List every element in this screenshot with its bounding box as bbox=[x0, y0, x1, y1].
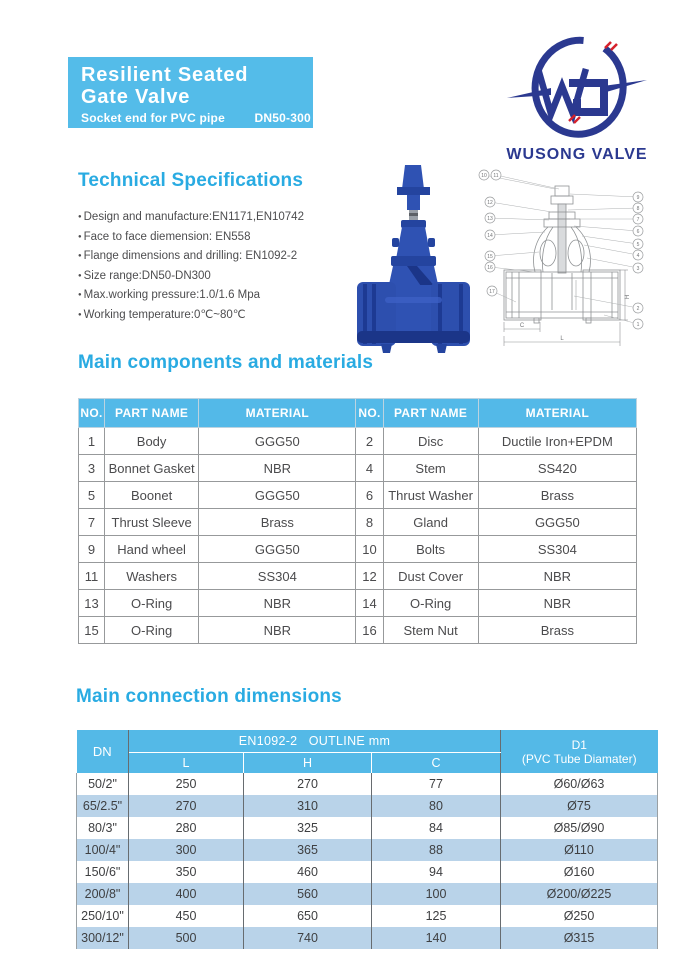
d1-value: Ø75 bbox=[501, 795, 658, 817]
dimensions-section bbox=[76, 686, 660, 949]
part-material: Ductile Iron+EPDM bbox=[478, 428, 636, 455]
c-value: 80 bbox=[372, 795, 501, 817]
h-value: 740 bbox=[244, 927, 372, 949]
callout-number: 3 bbox=[636, 265, 640, 272]
drawing-dim-labels bbox=[520, 295, 631, 342]
callout-number: 17 bbox=[489, 288, 495, 295]
dn-value: 200/8" bbox=[77, 883, 129, 905]
part-material: GGG50 bbox=[478, 509, 636, 536]
dn-value: 100/4" bbox=[77, 839, 129, 861]
l-value: 500 bbox=[129, 927, 244, 949]
components-row bbox=[79, 482, 637, 509]
part-no: 11 bbox=[79, 563, 105, 590]
part-material: NBR bbox=[199, 617, 356, 644]
dimension-label: C bbox=[519, 323, 525, 329]
d1-value: Ø85/Ø90 bbox=[501, 817, 658, 839]
callout-number: 15 bbox=[487, 253, 493, 260]
components-row bbox=[79, 563, 637, 590]
spec-item: ● Face to face diemension: EN558 bbox=[78, 228, 388, 248]
part-material: SS304 bbox=[199, 563, 356, 590]
page-title-line1: Resilient Seated bbox=[81, 64, 249, 86]
l-value: 270 bbox=[129, 795, 244, 817]
part-material: SS304 bbox=[478, 536, 636, 563]
l-value: 250 bbox=[129, 773, 244, 795]
part-material: Brass bbox=[478, 482, 636, 509]
part-name: Stem bbox=[383, 455, 478, 482]
part-material: NBR bbox=[199, 455, 356, 482]
spec-item: ● Design and manufacture:EN1171,EN10742 bbox=[78, 208, 388, 228]
d1-value: Ø200/Ø225 bbox=[501, 883, 658, 905]
spec-list bbox=[78, 208, 388, 325]
part-material: NBR bbox=[478, 590, 636, 617]
outline-sub-header: H bbox=[244, 752, 372, 773]
components-row bbox=[79, 617, 637, 644]
components-row bbox=[79, 455, 637, 482]
dimensions-row bbox=[77, 839, 658, 861]
components-row bbox=[79, 590, 637, 617]
part-material: GGG50 bbox=[199, 536, 356, 563]
outline-sub-header: L bbox=[129, 752, 244, 773]
dimensions-heading: Main connection dimensions bbox=[76, 686, 342, 707]
part-no: 16 bbox=[356, 617, 383, 644]
part-name: Washers bbox=[105, 563, 199, 590]
part-no: 6 bbox=[356, 482, 383, 509]
c-value: 125 bbox=[372, 905, 501, 927]
components-section bbox=[78, 352, 640, 644]
d1-value: Ø250 bbox=[501, 905, 658, 927]
components-row bbox=[79, 536, 637, 563]
part-no: 13 bbox=[79, 590, 105, 617]
c-value: 88 bbox=[372, 839, 501, 861]
part-name: Bolts bbox=[383, 536, 478, 563]
l-value: 280 bbox=[129, 817, 244, 839]
part-name: Gland bbox=[383, 509, 478, 536]
h-value: 310 bbox=[244, 795, 372, 817]
part-no: 8 bbox=[356, 509, 383, 536]
h-value: 325 bbox=[244, 817, 372, 839]
spec-item: ● Max.working pressure:1.0/1.6 Mpa bbox=[78, 286, 388, 306]
dimensions-row bbox=[77, 905, 658, 927]
part-material: GGG50 bbox=[199, 428, 356, 455]
dimensions-row bbox=[77, 773, 658, 795]
components-column-header: PART NAME bbox=[105, 399, 199, 428]
components-row bbox=[79, 509, 637, 536]
title-banner bbox=[68, 57, 313, 128]
part-no: 2 bbox=[356, 428, 383, 455]
dn-value: 250/10" bbox=[77, 905, 129, 927]
dimensions-table bbox=[76, 730, 658, 949]
c-value: 100 bbox=[372, 883, 501, 905]
h-value: 365 bbox=[244, 839, 372, 861]
callout-number: 4 bbox=[636, 252, 640, 259]
d1-header-line2: (PVC Tube Diamater) bbox=[521, 751, 637, 766]
l-value: 300 bbox=[129, 839, 244, 861]
callout-number: 5 bbox=[636, 241, 640, 248]
l-value: 400 bbox=[129, 883, 244, 905]
components-heading: Main components and materials bbox=[78, 352, 374, 373]
callout-number: 16 bbox=[487, 264, 493, 271]
l-value: 350 bbox=[129, 861, 244, 883]
components-column-header: NO. bbox=[79, 399, 105, 428]
part-material: Brass bbox=[199, 509, 356, 536]
valve-technical-drawing bbox=[478, 160, 678, 360]
part-name: O-Ring bbox=[383, 590, 478, 617]
part-material: Brass bbox=[478, 617, 636, 644]
logo-text: WUSONG VALVE bbox=[506, 146, 648, 163]
subtitle-text: Socket end for PVC pipe bbox=[81, 111, 225, 125]
dimensions-row bbox=[77, 883, 658, 905]
components-table-body bbox=[79, 428, 637, 644]
part-name: Thrust Washer bbox=[383, 482, 478, 509]
c-value: 140 bbox=[372, 927, 501, 949]
dimensions-table-body bbox=[77, 773, 658, 949]
components-column-header: MATERIAL bbox=[199, 399, 356, 428]
c-value: 84 bbox=[372, 817, 501, 839]
part-material: SS420 bbox=[478, 455, 636, 482]
callout-number: 13 bbox=[487, 215, 493, 222]
dn-value: 65/2.5" bbox=[77, 795, 129, 817]
components-table-head-row bbox=[79, 399, 637, 428]
part-name: Bonnet Gasket bbox=[105, 455, 199, 482]
spec-item: ● Size range:DN50-DN300 bbox=[78, 267, 388, 287]
callout-number: 10 bbox=[481, 172, 487, 179]
c-value: 77 bbox=[372, 773, 501, 795]
page-title-line2: Gate Valve bbox=[81, 86, 191, 108]
technical-specifications-section bbox=[78, 170, 388, 325]
components-column-header: NO. bbox=[356, 399, 383, 428]
d1-value: Ø315 bbox=[501, 927, 658, 949]
callout-number: 12 bbox=[487, 199, 493, 206]
part-name: Body bbox=[105, 428, 199, 455]
callout-number: 11 bbox=[493, 172, 499, 179]
components-column-header: MATERIAL bbox=[478, 399, 636, 428]
callout-number: 9 bbox=[636, 194, 640, 201]
part-no: 5 bbox=[79, 482, 105, 509]
h-value: 650 bbox=[244, 905, 372, 927]
valve-product-photo bbox=[345, 163, 482, 359]
part-no: 9 bbox=[79, 536, 105, 563]
part-no: 1 bbox=[79, 428, 105, 455]
outline-group-header: EN1092-2 OUTLINE mm bbox=[129, 730, 501, 752]
l-value: 450 bbox=[129, 905, 244, 927]
callout-number: 6 bbox=[636, 228, 640, 235]
d1-header-line1: D1 bbox=[571, 737, 587, 752]
dimensions-row bbox=[77, 861, 658, 883]
h-value: 460 bbox=[244, 861, 372, 883]
part-name: O-Ring bbox=[105, 617, 199, 644]
company-logo bbox=[497, 36, 657, 164]
d1-value: Ø110 bbox=[501, 839, 658, 861]
part-no: 7 bbox=[79, 509, 105, 536]
callout-number: 1 bbox=[636, 321, 640, 328]
part-material: GGG50 bbox=[199, 482, 356, 509]
c-value: 94 bbox=[372, 861, 501, 883]
spec-item: ● Working temperature:0℃~80℃ bbox=[78, 306, 388, 326]
part-no: 14 bbox=[356, 590, 383, 617]
part-material: NBR bbox=[199, 590, 356, 617]
part-name: Boonet bbox=[105, 482, 199, 509]
dn-value: 150/6" bbox=[77, 861, 129, 883]
page-subtitle bbox=[81, 111, 313, 125]
d1-value: Ø60/Ø63 bbox=[501, 773, 658, 795]
dimension-label: L bbox=[560, 336, 564, 342]
outline-sub-header: C bbox=[372, 752, 501, 773]
d1-value: Ø160 bbox=[501, 861, 658, 883]
dimensions-row bbox=[77, 927, 658, 949]
callout-number: 8 bbox=[636, 205, 640, 212]
dn-value: 50/2" bbox=[77, 773, 129, 795]
dn-value: 80/3" bbox=[77, 817, 129, 839]
part-no: 15 bbox=[79, 617, 105, 644]
spec-item: ● Flange dimensions and drilling: EN1092-2 bbox=[78, 247, 388, 267]
components-table bbox=[78, 398, 637, 644]
callout-number: 7 bbox=[636, 216, 640, 223]
callout-number: 14 bbox=[487, 232, 493, 239]
part-name: Thrust Sleeve bbox=[105, 509, 199, 536]
dimensions-row bbox=[77, 795, 658, 817]
part-material: NBR bbox=[478, 563, 636, 590]
part-name: Hand wheel bbox=[105, 536, 199, 563]
part-name: O-Ring bbox=[105, 590, 199, 617]
specs-heading: Technical Specifications bbox=[78, 170, 304, 191]
dimensions-row bbox=[77, 817, 658, 839]
wusong-logo-mark bbox=[507, 36, 647, 140]
part-no: 12 bbox=[356, 563, 383, 590]
callout-number: 2 bbox=[636, 305, 640, 312]
part-name: Disc bbox=[383, 428, 478, 455]
part-name: Stem Nut bbox=[383, 617, 478, 644]
h-value: 270 bbox=[244, 773, 372, 795]
part-name: Dust Cover bbox=[383, 563, 478, 590]
d1-column-header bbox=[501, 730, 658, 773]
part-no: 4 bbox=[356, 455, 383, 482]
part-no: 10 bbox=[356, 536, 383, 563]
part-no: 3 bbox=[79, 455, 105, 482]
dimension-label: H bbox=[625, 294, 631, 300]
dn-value: 300/12" bbox=[77, 927, 129, 949]
h-value: 560 bbox=[244, 883, 372, 905]
components-column-header: PART NAME bbox=[383, 399, 478, 428]
dn-column-header: DN bbox=[77, 730, 129, 773]
components-row bbox=[79, 428, 637, 455]
size-range-label: DN50-300 bbox=[254, 111, 311, 125]
